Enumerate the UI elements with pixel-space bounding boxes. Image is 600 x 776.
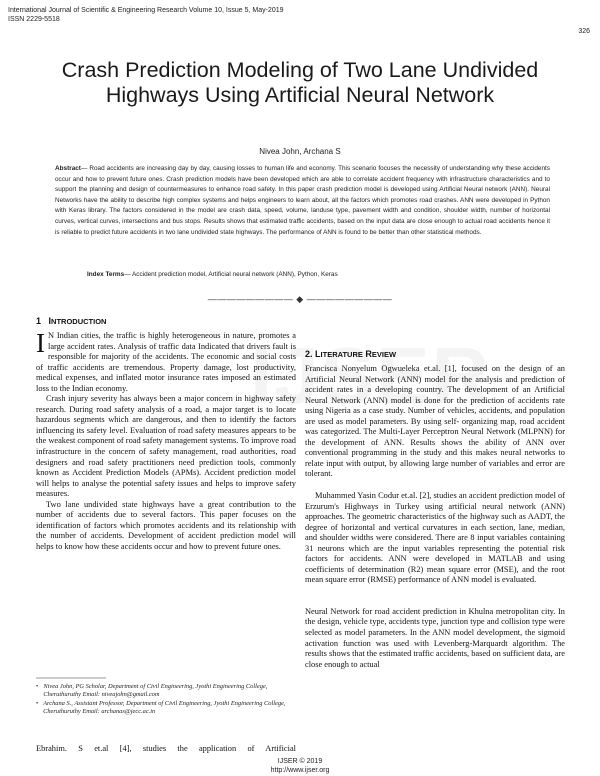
footnote-rule bbox=[36, 677, 106, 679]
footer-copyright: IJSER © 2019 bbox=[277, 758, 323, 765]
footnote-text: Nivea John, PG Scholar, Department of Civil Engineering, Jyothi Engineering College, Cheruthuruthy Email: niveajohn@gmail.com bbox=[43, 683, 268, 699]
section1-title-first: I bbox=[48, 316, 52, 326]
page-number: 326 bbox=[578, 28, 590, 35]
footnote-item bbox=[36, 700, 296, 717]
section1-paragraph-1 bbox=[36, 328, 296, 394]
section2-title-rest2: EVIEW bbox=[371, 350, 397, 359]
section1-paragraph-2: Crash injury severity has always been a major concern in highway safety research. During road safety analysis of a road, a major target is to locate hazardous segments which are dangerous, and then to identify the factors influencing its safety level. Evaluation of road safety measures appears to be the weakest component of road safety management systems. To improve road infrastructure in the concern of safety management, road authorities, road designers and road safety practitioners need prediction tools, commonly known as Accident Prediction Models (APMs). Accident prediction model will helps to analyse the potential safety issues and helps to improve safety measures. bbox=[36, 394, 296, 499]
section1-number: 1 bbox=[36, 316, 42, 326]
index-terms-label: Index Terms bbox=[87, 271, 125, 278]
section2-paragraph-3: Neural Network for road accident prediction in Khulna metropolitan city. In the design, vehicle type, accidents type, junction type and collision type were selected as model parameters. In the ANN model development, the sigmoid activation function was used with Levenberg-Marquardt algorithm. The results shows that the estimated traffic accidents, based on sufficient data, are close enough to actual bbox=[305, 606, 565, 669]
section1-p1-text: N Indian cities, the traffic is highly heterogeneous in nature, promotes a large accident rates. Analysis of traffic data Indicated that drivers fault is responsible for majority of the accidents. The economic and social costs of traffic accidents are tremendous. Property damage, lost productivity, medical expenses, and inflated motor insurance rates imposed an estimated loss to the Indian economy. bbox=[36, 331, 296, 393]
section2-title-first2: R bbox=[365, 349, 372, 359]
drop-cap: I bbox=[36, 328, 45, 358]
section2-number: 2. bbox=[305, 349, 313, 359]
section1-heading bbox=[36, 316, 106, 326]
left-bottom-text: Ebrahim. S et.al [4], studies the application of Artificial bbox=[36, 744, 296, 753]
right-column bbox=[305, 364, 565, 670]
section2-heading bbox=[305, 349, 396, 359]
issn: ISSN 2229-5518 bbox=[8, 16, 60, 23]
paper-title: Crash Prediction Modeling of Two Lane Undivided Highways Using Artificial Neural Network bbox=[61, 58, 539, 107]
index-terms bbox=[87, 271, 547, 278]
section2-title-first: L bbox=[315, 349, 321, 359]
section1-title-rest: NTRODUCTION bbox=[51, 317, 107, 326]
section1-paragraph-3: Two lane undivided state highways have a great contribution to the number of accidents due to several factors. This paper focuses on the identification of factors which promotes accidents and its relationship with the number of accidents. Development of accident prediction model will helps to know how these accidents occur and how to prevent future ones. bbox=[36, 499, 296, 551]
journal-header: International Journal of Scientific & Engineering Research Volume 10, Issue 5, May-2019 bbox=[8, 7, 284, 14]
left-column bbox=[36, 328, 296, 552]
footnote-bullet: • bbox=[36, 683, 39, 690]
section2-title-rest: ITERATURE bbox=[320, 350, 363, 359]
footnotes bbox=[36, 683, 296, 717]
abstract-text: — Road accidents are increasing day by day, causing losses to human life and economy. This scenario focuses the necessity of understanding why these accidents occur and how to prevent future ones. Crash prediction models have been developed which are able to correlate accident frequency with infrastructure characteristics and to support the planning and design of countermeasures to enhance road safety. In this paper crash prediction model is developed using Artificial Neural network (ANN). Neural Networks have the ability to describe high complex systems and helps engineers to learn about, all the factors which promotes road crashes. ANN were developed in Python with Keras library. The factors considered in the model are crash data, speed, volume, landuse type, pavement width and condition, shoulder width, number of horizontal curves, vertical curves, intersections and bus stops. Results shows that estimated traffic accidents, based on the input data are close enough to actual road accidents hence it is reliable to predict future accidents in two lane undivided state highways. The performance of ANN is found to be better than other statistical methods. bbox=[55, 165, 550, 236]
section2-paragraph-1: Francisca Nonyelum Ogwueleka et.al. [1], focused on the design of an Artificial Neural Network (ANN) model for the analysis and prediction of accident rates in a developing country. The development of an Artificial Neural Network (ANN) model is done for the prediction of accidents rate using Nigeria as a case study. Number of vehicles, accidents, and population are used as model parameters. By using self- organizing map, road accident was categorized. The Multi-Layer Perceptron Neural Network (MLPNN) for the development of ANN. Results shows the ability of ANN over conventional programming in the study and this makes neural networks to relate input with output, by allowing large number of variables and error are tolerant. bbox=[305, 364, 565, 479]
abstract bbox=[55, 164, 550, 238]
authors: Nivea John, Archana S bbox=[259, 147, 341, 156]
footnote-text: Archana S., Assistant Professor, Department of Civil Engineering, Jyothi Engineering College, Cheruthuruthy Email: archanas@jecc.ac.in bbox=[43, 699, 286, 716]
index-terms-text: — Accident prediction model, Artificial neural network (ANN), Python, Keras bbox=[124, 271, 338, 278]
section-divider: ————————— ◆ ————————— bbox=[207, 294, 393, 304]
footer-url[interactable]: http://www.ijser.org bbox=[270, 767, 330, 774]
footnote-bullet: • bbox=[36, 699, 39, 707]
footnote-item bbox=[36, 683, 296, 700]
section2-paragraph-2: Muhammed Yasin Codur et.al. [2], studies an accident prediction model of Erzurum's Highways in Turkey using artificial neural network (ANN) approaches. The geometric characteristics of the highway such as AADT, the degree of horizontal and vertical curvatures in each section, lane, median, and shoulder widths were considered. There are 8 input variables containing 31 neurons which are the input variables representing the potential risk factors for accidents. ANN were developed in MATLAB and using coefficients of determination (R2) mean square error (MSE), and the root mean square error (RMSE) performance of ANN model is evaluated. bbox=[305, 491, 565, 585]
abstract-label: Abstract bbox=[55, 165, 81, 172]
